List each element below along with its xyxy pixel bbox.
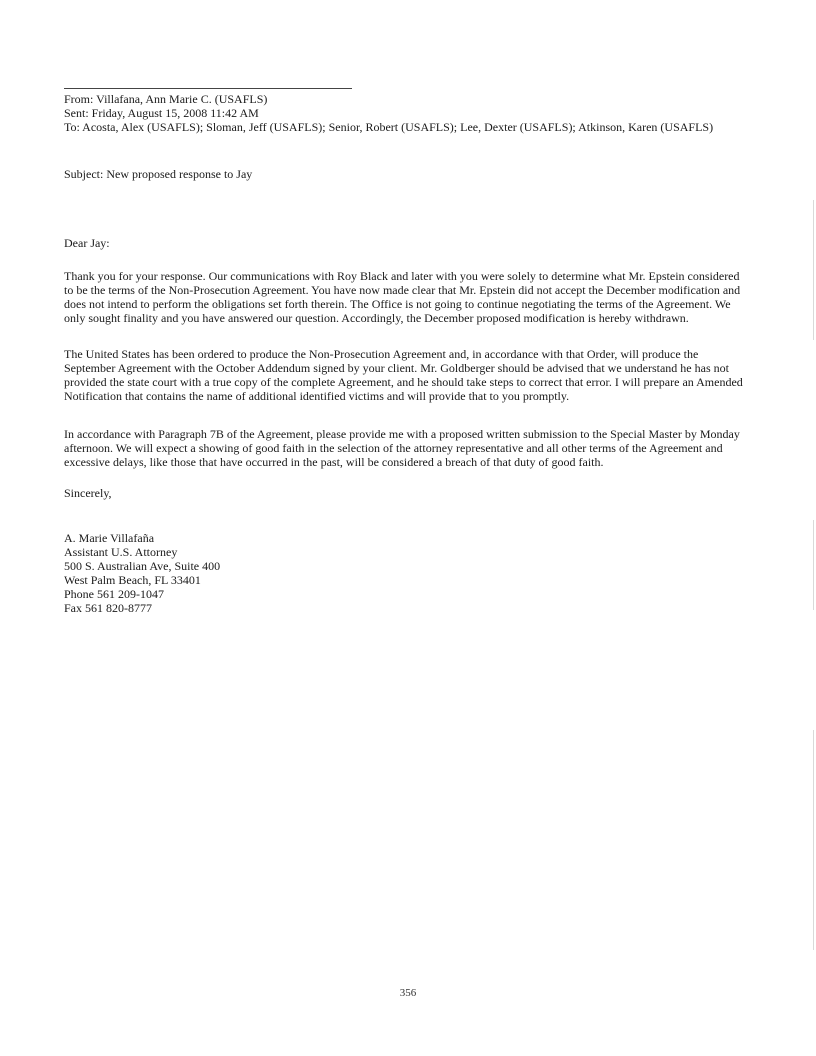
scan-edge-mark	[813, 200, 814, 340]
signature-name: A. Marie Villafaña	[64, 531, 155, 545]
from-line: From: Villafana, Ann Marie C. (USAFLS)	[64, 92, 268, 106]
signature-fax: Fax 561 820-8777	[64, 601, 152, 615]
subject-line: Subject: New proposed response to Jay	[64, 167, 253, 181]
paragraph-1: Thank you for your response. Our communications with Roy Black and later with you were solely to determine what Mr. Epstein considered to be the terms of the Non-Prosecution Agreement. You have now made clear that Mr. Epstein did not accept the December modification and does not intend to perform the obligations set forth therein. The Office is not going to continue negotiating the terms of the Agreement. We only sought finality and you have answered our question. Accordingly, the December proposed modification is hereby withdrawn.	[64, 269, 741, 325]
scan-edge-mark	[813, 730, 814, 950]
paragraph-3: In accordance with Paragraph 7B of the Agreement, please provide me with a proposed written submission to the Special Master by Monday afternoon. We will expect a showing of good faith in the selection of the attorney representative and all other terms of the Agreement and excessive delays, like those that have occurred in the past, will be considered a breach of that duty of good faith.	[64, 427, 740, 469]
header-divider	[64, 88, 352, 89]
sent-line: Sent: Friday, August 15, 2008 11:42 AM	[64, 106, 259, 120]
signature-address-line-2: West Palm Beach, FL 33401	[64, 573, 201, 587]
page-number: 356	[399, 987, 417, 999]
signature-block	[64, 531, 748, 615]
signature-title: Assistant U.S. Attorney	[64, 545, 178, 559]
to-line: To: Acosta, Alex (USAFLS); Sloman, Jeff (USAFLS); Senior, Robert (USAFLS); Lee, Dexter (USAFLS); Atkinson, Karen (USAFLS)	[64, 120, 714, 134]
email-header	[64, 92, 748, 134]
paragraph-2: The United States has been ordered to produce the Non-Prosecution Agreement and, in accordance with that Order, will produce the September Agreement with the October Addendum signed by your client. Mr. Goldberger should be advised that we understand he has not provided the state court with a true copy of the complete Agreement, and he should take steps to correct that error. I will prepare an Amended Notification that contains the name of additional identified victims and will provide that to you promptly.	[64, 347, 743, 403]
salutation: Dear Jay:	[64, 236, 110, 250]
signature-phone: Phone 561 209-1047	[64, 587, 164, 601]
closing: Sincerely,	[64, 486, 112, 500]
scan-edge-mark	[813, 520, 814, 610]
signature-address-line-1: 500 S. Australian Ave, Suite 400	[64, 559, 221, 573]
